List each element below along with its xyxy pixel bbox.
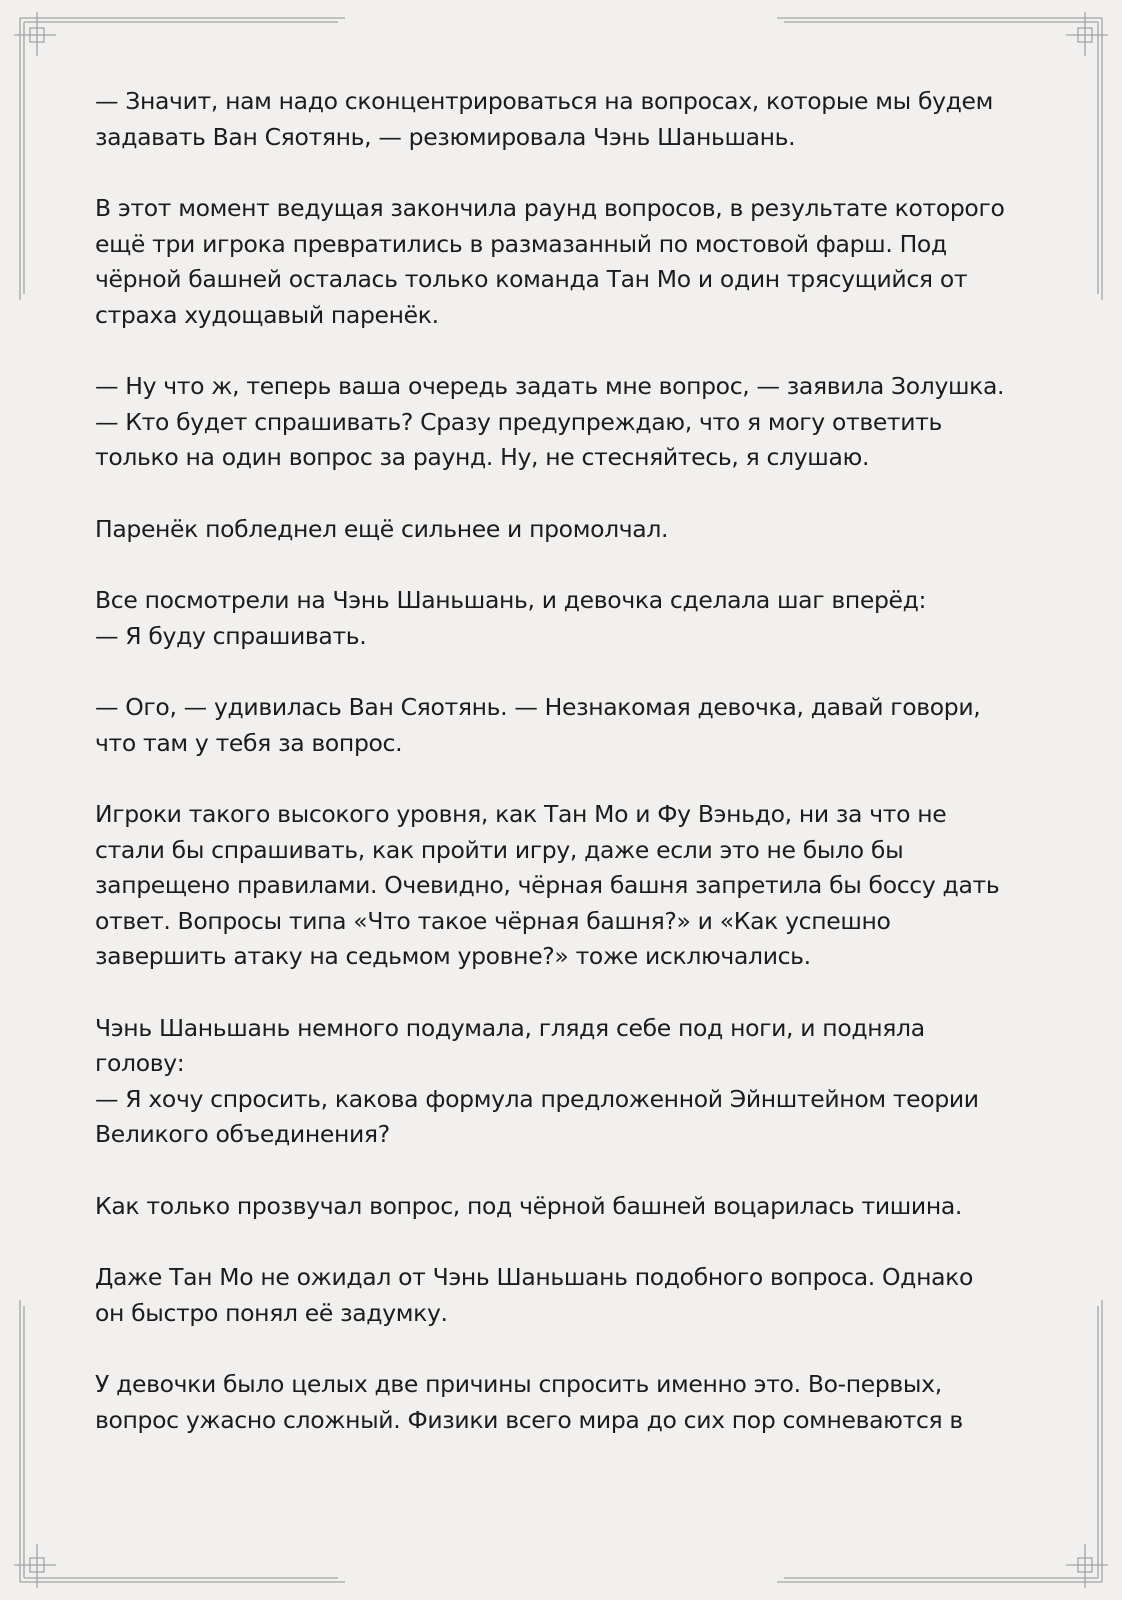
text-line: Даже Тан Мо не ожидал от Чэнь Шаньшань подобного вопроса. Однако (95, 1263, 974, 1291)
paragraph (95, 191, 1030, 333)
text-line: У девочки было целых две причины спросить именно это. Во-первых, (95, 1370, 942, 1398)
text-line: задавать Ван Сяотянь, — резюмировала Чэнь Шаньшань. (95, 122, 796, 151)
text-line: Чэнь Шаньшань немного подумала, глядя себе под ноги, и подняла (95, 1013, 925, 1042)
text-line: Игроки такого высокого уровня, как Тан Мо и Фу Вэньдо, ни за что не (95, 800, 947, 828)
paragraph (95, 690, 1030, 761)
text-line: Паренёк побледнел ещё сильнее и промолчал. (95, 514, 669, 543)
paragraph (95, 512, 1030, 548)
text-line: Как только прозвучал вопрос, под чёрной башней воцарилась тишина. (95, 1191, 963, 1220)
text-line: чёрной башней осталась только команда Тан Мо и один трясущийся от (95, 265, 968, 293)
text-line: Все посмотрели на Чэнь Шаньшань, и девочка сделала шаг вперёд: (95, 586, 927, 614)
paragraph (95, 1011, 1030, 1153)
text-line: страха худощавый паренёк. (95, 300, 439, 329)
text-line: Великого объединения? (95, 1120, 390, 1148)
paragraph (95, 1260, 1030, 1331)
text-line: — Я буду спрашивать. (95, 621, 367, 650)
text-line: — Значит, нам надо сконцентрироваться на вопросах, которые мы будем (95, 87, 994, 115)
text-line: — Ого, — удивилась Ван Сяотянь. — Незнакомая девочка, давай говори, (95, 693, 981, 721)
text-line: что там у тебя за вопрос. (95, 728, 403, 757)
text-line: запрещено правилами. Очевидно, чёрная башня запретила бы боссу дать (95, 871, 1000, 899)
text-line: ещё три игрока превратились в размазанный по мостовой фарш. Под (95, 229, 947, 258)
paragraph (95, 1189, 1030, 1225)
text-line: — Я хочу спросить, какова формула предложенной Эйнштейном теории (95, 1084, 979, 1113)
text-line: голову: (95, 1049, 185, 1077)
text-line: В этот момент ведущая закончила раунд вопросов, в результате которого (95, 194, 1005, 222)
text-line: — Кто будет спрашивать? Сразу предупреждаю, что я могу ответить (95, 407, 943, 436)
paragraph (95, 369, 1030, 476)
paragraph (95, 583, 1030, 654)
text-line: он быстро понял её задумку. (95, 1298, 448, 1327)
text-line: только на один вопрос за раунд. Ну, не стесняйтесь, я слушаю. (95, 443, 870, 471)
text-line: ответ. Вопросы типа «Что такое чёрная башня?» и «Как успешно (95, 906, 891, 935)
paragraph (95, 84, 1030, 155)
paragraph (95, 1367, 1030, 1438)
text-line: вопрос ужасно сложный. Физики всего мира до сих пор сомневаются в (95, 1405, 963, 1434)
text-line: — Ну что ж, теперь ваша очередь задать мне вопрос, — заявила Золушка. (95, 372, 1005, 400)
text-line: стали бы спрашивать, как пройти игру, даже если это не было бы (95, 835, 904, 864)
text-line: завершить атаку на седьмом уровне?» тоже исключались. (95, 942, 811, 970)
paragraph (95, 797, 1030, 975)
page-text (95, 84, 1030, 1474)
